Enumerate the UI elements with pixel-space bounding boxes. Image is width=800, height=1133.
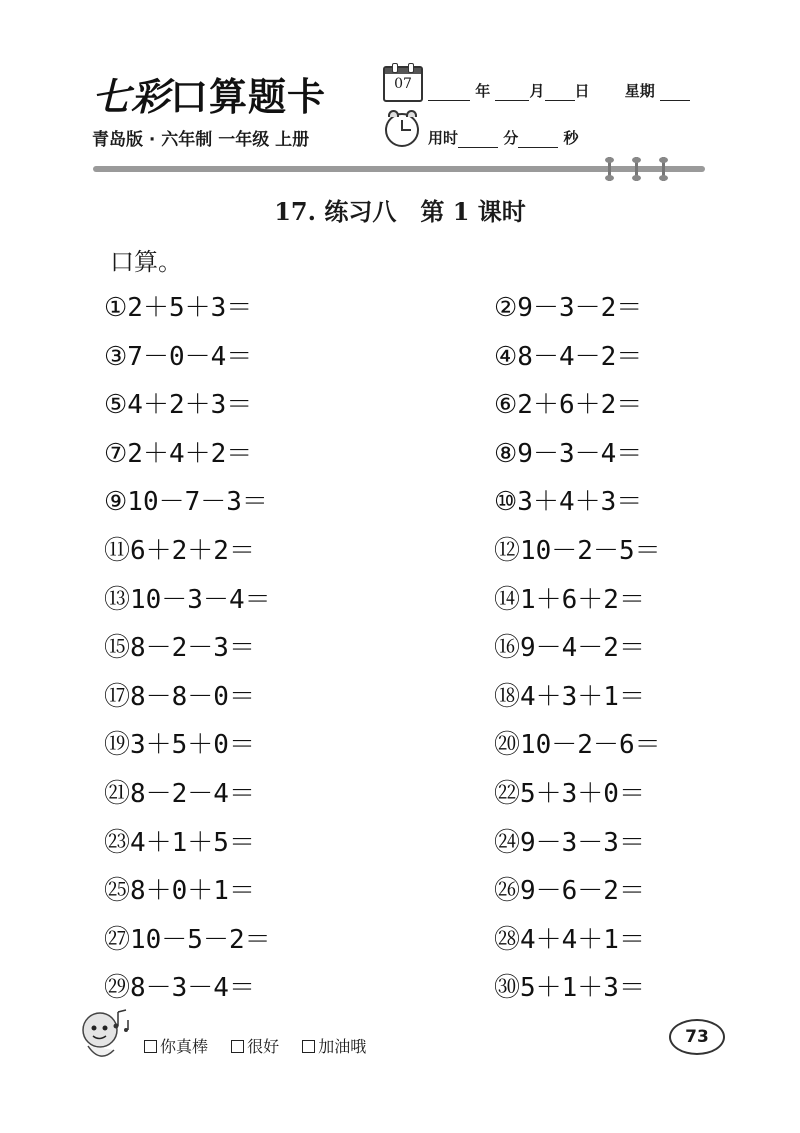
rating-option-good[interactable]: 很好 — [231, 1037, 279, 1056]
edition-subtitle: 青岛版 · 六年制 一年级 上册 — [92, 130, 310, 150]
divider-bead — [608, 157, 611, 181]
divider-bead — [635, 157, 638, 181]
self-rating-options — [144, 1034, 384, 1057]
minutes-label: 分 — [503, 129, 519, 147]
problem-item: ㉚5＋1＋3＝ — [494, 973, 645, 1003]
month-label: 月 — [529, 82, 545, 100]
problem-item: ㉓4＋1＋5＝ — [104, 828, 255, 858]
problem-item: ⑳10－2－6＝ — [494, 730, 661, 760]
brand-suffix: 口算题卡 — [170, 74, 327, 119]
page-number: 73 — [669, 1019, 725, 1055]
problem-item: ③7－0－4＝ — [104, 342, 253, 372]
day-label: 日 — [574, 82, 590, 100]
problem-item: ⑬10－3－4＝ — [104, 585, 271, 615]
weekday-blank[interactable] — [660, 86, 690, 101]
problem-item: ⑪6＋2＋2＝ — [104, 536, 255, 566]
problem-item: ㉑8－2－4＝ — [104, 779, 255, 809]
year-blank[interactable] — [428, 86, 470, 101]
problem-item: ⑫10－2－5＝ — [494, 536, 661, 566]
problem-item: ㉖9－6－2＝ — [494, 876, 645, 906]
problem-item: ⑯9－4－2＝ — [494, 633, 645, 663]
rating-option-great[interactable]: 你真棒 — [144, 1037, 208, 1056]
problem-item: ⑰8－8－0＝ — [104, 682, 255, 712]
calendar-icon-number: 07 — [394, 76, 412, 92]
problem-item: ②9－3－2＝ — [494, 293, 643, 323]
divider-bead — [662, 157, 665, 181]
problem-item: ㉔9－3－3＝ — [494, 828, 645, 858]
problem-item: ⑭1＋6＋2＝ — [494, 585, 645, 615]
time-fill-line — [428, 127, 579, 148]
checkbox-icon[interactable] — [302, 1040, 315, 1053]
task-instruction: 口算。 — [110, 248, 182, 276]
brand-logo — [92, 66, 326, 121]
checkbox-icon[interactable] — [144, 1040, 157, 1053]
seconds-blank[interactable] — [518, 133, 558, 148]
problem-item: ④8－4－2＝ — [494, 342, 643, 372]
lesson-title: 17. 练习八 第 1 课时 — [274, 197, 526, 226]
problem-item: ㉙8－3－4＝ — [104, 973, 255, 1003]
problem-item: ⑨10－7－3＝ — [104, 487, 268, 517]
checkbox-icon[interactable] — [231, 1040, 244, 1053]
problem-item: ⑧9－3－4＝ — [494, 439, 643, 469]
date-fill-line — [428, 80, 690, 101]
problem-item: ㉘4＋4＋1＝ — [494, 925, 645, 955]
problem-item: ⑥2＋6＋2＝ — [494, 390, 643, 420]
day-blank[interactable] — [545, 86, 575, 101]
calendar-icon — [383, 66, 423, 102]
time-used-label: 用时 — [428, 129, 459, 147]
year-label: 年 — [475, 82, 491, 100]
clock-icon — [385, 113, 419, 147]
problem-item: ⑱4＋3＋1＝ — [494, 682, 645, 712]
brand-prefix: 七彩 — [92, 74, 171, 119]
problem-item: ⑩3＋4＋3＝ — [494, 487, 643, 517]
rating-option-keep-going[interactable]: 加油哦 — [302, 1037, 366, 1056]
problem-item: ⑤4＋2＋3＝ — [104, 390, 253, 420]
problem-item: ㉕8＋0＋1＝ — [104, 876, 255, 906]
problem-item: ⑦2＋4＋2＝ — [104, 439, 253, 469]
weekday-label: 星期 — [624, 82, 655, 100]
seconds-label: 秒 — [563, 129, 579, 147]
problem-item: ㉒5＋3＋0＝ — [494, 779, 645, 809]
problem-item: ①2＋5＋3＝ — [104, 293, 253, 323]
problem-item: ㉗10－5－2＝ — [104, 925, 271, 955]
header-divider — [93, 166, 705, 172]
cartoon-mascot-icon — [74, 1006, 138, 1066]
minutes-blank[interactable] — [458, 133, 498, 148]
problem-item: ⑮8－2－3＝ — [104, 633, 255, 663]
month-blank[interactable] — [495, 86, 529, 101]
problem-item: ⑲3＋5＋0＝ — [104, 730, 255, 760]
